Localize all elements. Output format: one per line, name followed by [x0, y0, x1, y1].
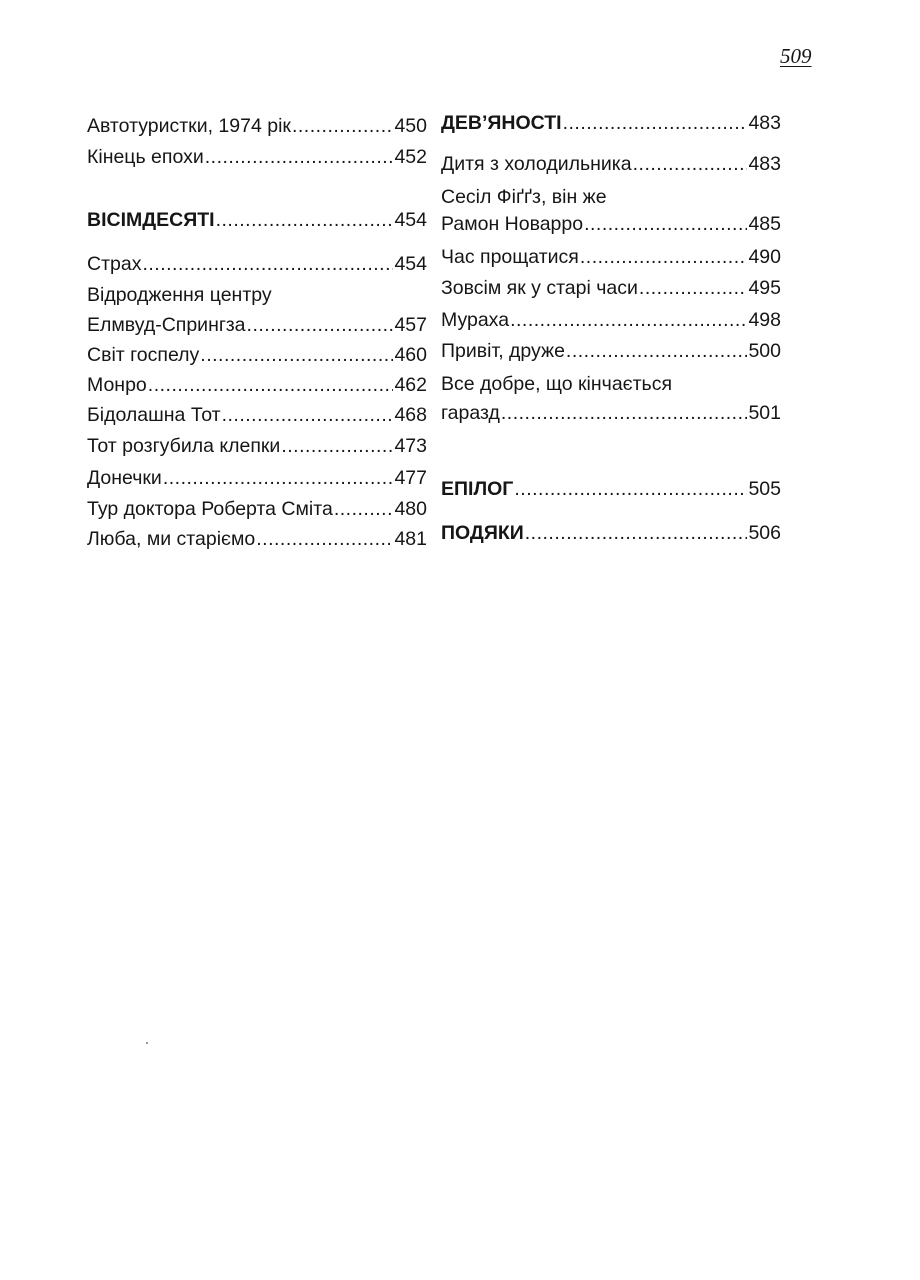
toc-entry-title-line1: Все добре, що кінчається: [441, 373, 673, 395]
toc-entry: [87, 252, 427, 276]
toc-entry: [441, 372, 781, 425]
dot-leader: [281, 434, 393, 458]
toc-entry-page: 450: [394, 115, 427, 137]
dot-leader: [222, 403, 394, 427]
toc-entry-title: Монро: [87, 374, 147, 396]
dot-leader: [292, 114, 394, 138]
dot-leader: [247, 313, 394, 337]
toc-entry-title: ПОДЯКИ: [441, 522, 524, 544]
toc-entry-title: Страх: [87, 253, 142, 275]
toc-entry: [87, 466, 427, 490]
toc-entry-title: Кінець епохи: [87, 146, 204, 168]
toc-entry: [441, 152, 781, 176]
toc-entry: [87, 373, 427, 397]
toc-entry-title: Рамон Новарро: [441, 213, 584, 235]
toc-entry-title: ЕПІЛОГ: [441, 478, 514, 500]
dot-leader: [566, 339, 748, 363]
toc-entry: [87, 527, 427, 551]
dot-leader: [200, 343, 393, 367]
dot-leader: [633, 152, 748, 176]
toc-entry-title-line1: Відродження центру: [87, 284, 272, 306]
toc-entry-title: Зовсім як у старі часи: [441, 277, 638, 299]
dot-leader: [563, 111, 748, 135]
toc-entry-page: 457: [394, 314, 427, 336]
toc-entry-title: гаразд: [441, 402, 500, 424]
dot-leader: [501, 401, 748, 425]
toc-entry-page: 485: [748, 213, 781, 235]
toc-entry: [87, 497, 427, 521]
dot-leader: [334, 497, 394, 521]
toc-entry: [87, 343, 427, 367]
toc-entry-page: 500: [748, 340, 781, 362]
toc-entry: [441, 339, 781, 363]
dot-leader: [639, 276, 748, 300]
toc-entry: [441, 185, 781, 236]
toc-entry-title: Люба, ми старіємо: [87, 528, 256, 550]
toc-entry-page: 495: [748, 277, 781, 299]
toc-entry-page: 468: [394, 404, 427, 426]
toc-entry-page: 483: [748, 153, 781, 175]
toc-entry: [87, 114, 427, 138]
toc-entry-title: Привіт, друже: [441, 340, 565, 362]
dot-leader: [148, 373, 394, 397]
dot-leader: [216, 208, 394, 232]
toc-entry: [441, 245, 781, 269]
toc-section-heading: [441, 521, 781, 545]
toc-entry-title: Мураха: [441, 309, 510, 331]
dot-leader: [205, 145, 394, 169]
toc-entry-title: ВІСІМДЕСЯТІ: [87, 209, 215, 231]
toc-entry-title: Бідолашна Тот: [87, 404, 221, 426]
toc-entry-title: Донечки: [87, 467, 162, 489]
toc-section-heading: [441, 477, 781, 501]
toc-entry-title: Тур доктора Роберта Сміта: [87, 498, 333, 520]
toc-entry-page: 481: [394, 528, 427, 550]
scan-speck: [146, 1042, 148, 1044]
toc-entry-title: Світ госпелу: [87, 344, 200, 366]
toc-entry-page: 501: [748, 402, 781, 424]
toc-entry: [87, 403, 427, 427]
toc-entry-page: 490: [748, 246, 781, 268]
toc-entry-title: Тот розгубила клепки: [87, 435, 281, 457]
toc-entry-page: 454: [394, 253, 427, 275]
toc-entry-title-line1: Сесіл Фіґґз, він же: [441, 186, 607, 208]
dot-leader: [510, 308, 747, 332]
dot-leader: [584, 212, 747, 236]
toc-entry-page: 505: [748, 478, 781, 500]
toc-entry-page: 483: [748, 112, 781, 134]
toc-entry: [441, 276, 781, 300]
dot-leader: [142, 252, 393, 276]
toc-entry-page: 498: [748, 309, 781, 331]
toc-section-heading: [87, 208, 427, 232]
toc-entry-page: 480: [394, 498, 427, 520]
toc-entry-title: Автотуристки, 1974 рік: [87, 115, 291, 137]
toc-entry-page: 452: [394, 146, 427, 168]
toc-entry-page: 460: [394, 344, 427, 366]
dot-leader: [514, 477, 747, 501]
toc-entry-title: ДЕВ’ЯНОСТІ: [441, 112, 562, 134]
dot-leader: [580, 245, 748, 269]
toc-entry-title: Елмвуд-Спрингза: [87, 314, 246, 336]
page-number: 509: [780, 44, 812, 68]
toc-entry: [87, 434, 427, 458]
toc-entry-title: Дитя з холодильника: [441, 153, 632, 175]
toc-entry-page: 462: [394, 374, 427, 396]
dot-leader: [525, 521, 748, 545]
dot-leader: [163, 466, 394, 490]
toc-entry: [87, 283, 427, 337]
dot-leader: [256, 527, 393, 551]
toc-entry: [87, 145, 427, 169]
toc-entry-page: 473: [394, 435, 427, 457]
toc-entry-page: 506: [748, 522, 781, 544]
toc-section-heading: [441, 111, 781, 135]
toc-entry-title: Час прощатися: [441, 246, 579, 268]
toc-entry: [441, 308, 781, 332]
toc-entry-page: 454: [394, 209, 427, 231]
toc-entry-page: 477: [394, 467, 427, 489]
